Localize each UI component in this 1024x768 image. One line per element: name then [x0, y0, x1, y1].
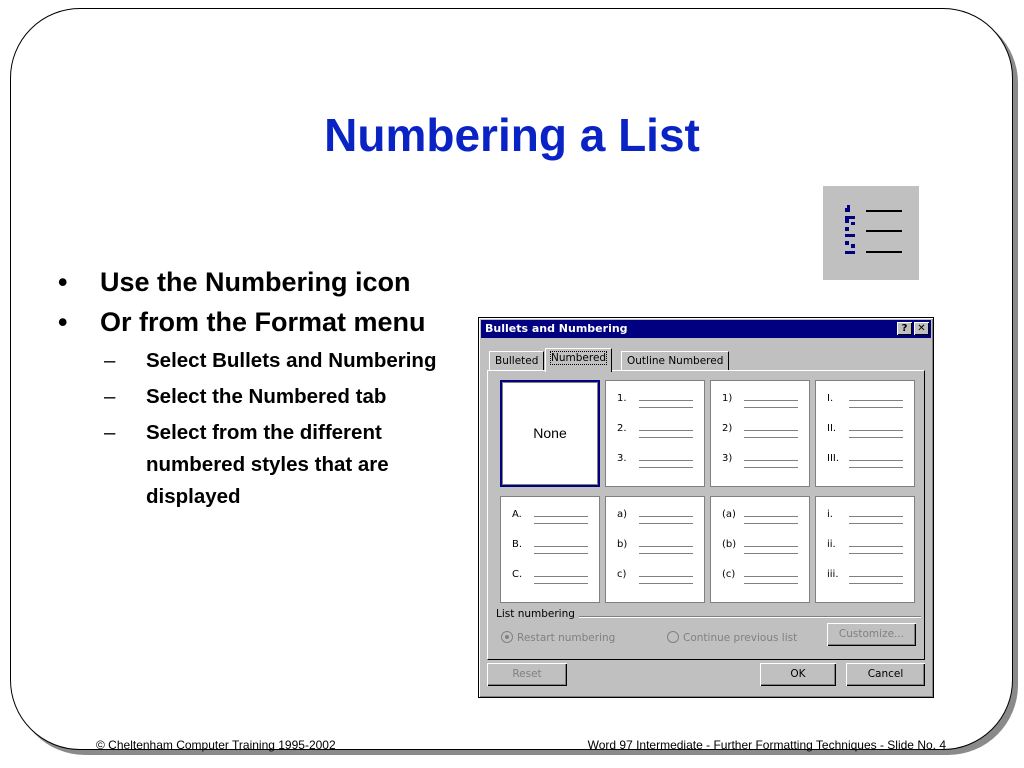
tab-outline-numbered[interactable]: Outline Numbered: [621, 351, 729, 371]
style-label: ii.: [827, 539, 836, 550]
tab-bulleted[interactable]: Bulleted: [489, 351, 544, 371]
style-label: c): [617, 569, 627, 580]
subbullet-text: Select from the different numbered styles that are displayed: [146, 421, 389, 508]
help-button[interactable]: ?: [897, 322, 912, 335]
style-label: B.: [512, 539, 523, 550]
style-upper-alpha[interactable]: [500, 496, 600, 603]
style-label: 2.: [617, 423, 627, 434]
style-label: b): [617, 539, 628, 550]
reset-button[interactable]: Reset: [487, 663, 567, 686]
style-label: 1.: [617, 393, 627, 404]
footer-slide-info: Word 97 Intermediate - Further Formatting Techniques - Slide No. 4: [587, 738, 946, 752]
style-lower-roman[interactable]: [815, 496, 915, 603]
bullet-list: [58, 265, 458, 517]
subbullet-text: Select Bullets and Numbering: [146, 349, 437, 372]
style-label: i.: [827, 509, 833, 520]
radio-empty-icon: [667, 631, 679, 643]
dialog-title-bar[interactable]: [481, 320, 931, 338]
list-numbering-label: List numbering: [496, 608, 578, 620]
style-arabic-period[interactable]: [605, 380, 705, 487]
numbering-glyph: [823, 186, 919, 280]
style-label: I.: [827, 393, 834, 404]
style-upper-roman[interactable]: [815, 380, 915, 487]
group-divider: [579, 616, 921, 618]
style-label: (a): [722, 509, 736, 520]
restart-numbering-radio[interactable]: Restart numbering: [501, 631, 615, 644]
style-none[interactable]: [500, 380, 600, 487]
subbullet-item: – Select from the different numbered styles that are displayed: [104, 421, 389, 508]
tab-numbered[interactable]: Numbered: [545, 348, 612, 372]
subbullet-item: – Select Bullets and Numbering: [104, 349, 437, 372]
none-label: None: [533, 425, 567, 441]
style-label: II.: [827, 423, 837, 434]
style-label: 3): [722, 453, 733, 464]
style-lower-alpha-paren[interactable]: [605, 496, 705, 603]
subbullet-list: [104, 345, 458, 513]
style-lower-alpha-parens[interactable]: [710, 496, 810, 603]
slide-title: Numbering a List: [324, 109, 700, 161]
bullet-item: • Or from the Format menu: [58, 307, 426, 337]
bullet-item: • Use the Numbering icon: [58, 267, 411, 297]
style-label: (b): [722, 539, 737, 550]
numbering-icon[interactable]: [823, 186, 919, 280]
cancel-button[interactable]: Cancel: [846, 663, 925, 686]
style-label: a): [617, 509, 628, 520]
style-label: III.: [827, 453, 840, 464]
footer-copyright: © Cheltenham Computer Training 1995-2002: [96, 738, 336, 752]
bullet-text: Or from the Format menu: [100, 307, 426, 337]
dialog-title: Bullets and Numbering: [485, 322, 628, 335]
subbullet-text: Select the Numbered tab: [146, 385, 387, 408]
radio-selected-icon: [501, 631, 513, 643]
style-label: 1): [722, 393, 733, 404]
style-label: C.: [512, 569, 523, 580]
bullets-numbering-dialog: [478, 317, 934, 698]
style-arabic-paren[interactable]: [710, 380, 810, 487]
style-label: A.: [512, 509, 522, 520]
style-label: 2): [722, 423, 733, 434]
customize-button[interactable]: Customize...: [827, 623, 916, 646]
style-label: (c): [722, 569, 736, 580]
close-icon[interactable]: ✕: [914, 322, 929, 335]
ok-button[interactable]: OK: [760, 663, 836, 686]
continue-list-radio[interactable]: Continue previous list: [667, 631, 797, 644]
style-label: 3.: [617, 453, 627, 464]
subbullet-item: – Select the Numbered tab: [104, 385, 387, 408]
style-label: iii.: [827, 569, 839, 580]
bullet-text: Use the Numbering icon: [100, 267, 411, 297]
